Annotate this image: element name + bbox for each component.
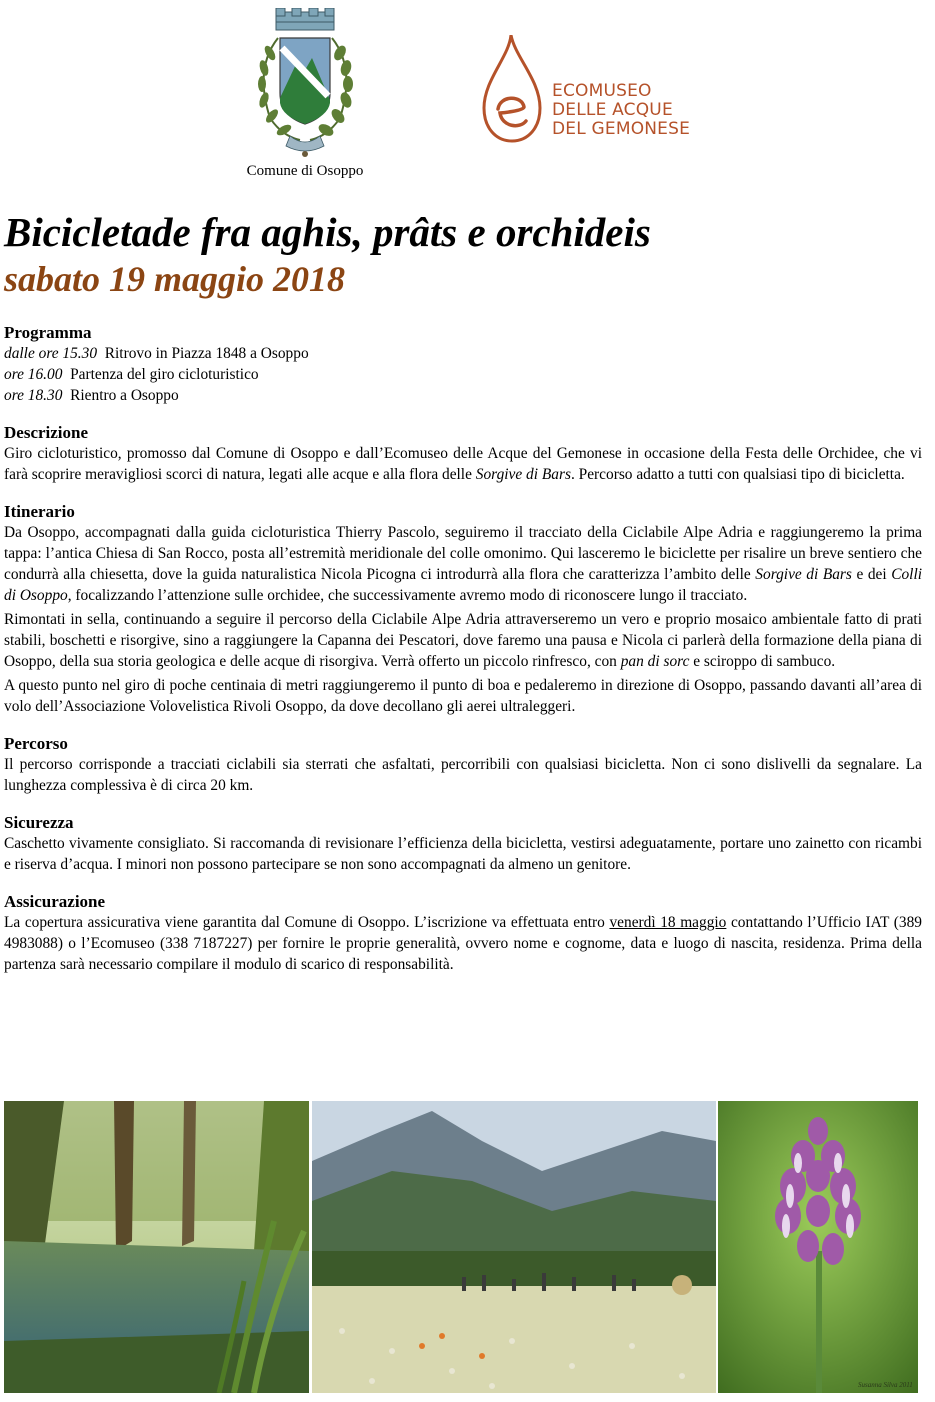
- event-title: Bicicletade fra aghis, prâts e orchideis: [4, 209, 651, 255]
- photo-strip: [4, 1101, 918, 1393]
- ecomuseo-name: [552, 82, 690, 139]
- itinerario-paragraph-3: A questo punto nel giro di poche centinaia di metri raggiungeremo il punto di boa e pedaleremo in direzione di Osoppo, passando davanti all’area di volo dell’Associazione Volovelistica Rivoli Osoppo, da dove decollano gli aerei ultraleggeri.: [4, 677, 922, 715]
- deadline-date: venerdì 18 maggio: [609, 914, 727, 931]
- programma-time: dalle ore 15.30: [4, 345, 98, 362]
- sicurezza-text: Caschetto vivamente consigliato. Si raccomanda di revisionare l’efficienza della bicicletta, vestirsi adeguatamente, portare uno zainetto con ricambi e riserva d’acqua. I minori non possono partecipare se non sono accompagnati da almeno un genitore.: [4, 835, 922, 873]
- programma-item: [4, 385, 922, 406]
- ecomuseo-line-3: DEL GEMONESE: [552, 119, 691, 139]
- header: [0, 0, 935, 190]
- descrizione-heading: Descrizione: [4, 423, 89, 442]
- itinerario-paragraph-2: Rimontati in sella, continuando a seguire il percorso della Ciclabile Alpe Adria attraverseremo un vero e proprio mosaico ambientale fatto di prati stabili, boschetti e risorgive, sino a raggiungere la Capanna dei Pescatori, dove faremo una pausa e Nicola ci parlerà della formazione della piana di Osoppo, della sua storia geologica e delle acque di risorgiva. Verrà offerto un piccolo rinfresco, con pan di sorc e sciroppo di sambuco.: [4, 611, 922, 670]
- programma-time: ore 16.00: [4, 366, 63, 383]
- comune-crest-logo: [240, 8, 370, 158]
- programma-text: Rientro a Osoppo: [70, 387, 179, 404]
- programma-item: [4, 343, 922, 364]
- ecomuseo-line-1: ECOMUSEO: [552, 81, 652, 101]
- programma-item: [4, 364, 922, 385]
- orchid-photo: [718, 1101, 918, 1393]
- programma-time: ore 18.30: [4, 387, 63, 404]
- photo-credit: Susanna Silva 2011: [858, 1381, 913, 1389]
- meadow-mountain-photo: [312, 1101, 716, 1393]
- percorso-heading: Percorso: [4, 734, 68, 753]
- sicurezza-heading: Sicurezza: [4, 813, 74, 832]
- assicurazione-text: La copertura assicurativa viene garantita dal Comune di Osoppo. L’iscrizione va effettuata entro venerdì 18 maggio contattando l’Ufficio IAT (389 4983088) o l’Ecomuseo (338 7187227) per fornire le proprie generalità, ovvero nome e cognome, data e luogo di nascita, residenza. Prima della partenza sarà necessario compilare il modulo di scarico di responsabilità.: [4, 914, 922, 973]
- itinerario-paragraph-1: Da Osoppo, accompagnati dalla guida cicloturistica Thierry Pascolo, seguiremo il tracciato della Ciclabile Alpe Adria e raggiungeremo la prima tappa: l’antica Chiesa di San Rocco, posta all’estremità meridionale del colle omonimo. Qui lasceremo le biciclette per risalire un breve sentiero che condurrà alla chiesetta, dove la guida naturalistica Nicola Picogna ci introdurrà alla flora che caratterizza l’ambito delle Sorgive di Bars e dei Colli di Osoppo, focalizzando l’attenzione sulle orchidee, che successivamente avremo modo di riconoscere lungo il tracciato.: [4, 524, 923, 604]
- ecomuseo-line-2: DELLE ACQUE: [552, 100, 673, 120]
- programma-text: Partenza del giro cicloturistico: [70, 366, 259, 383]
- percorso-text: Il percorso corrisponde a tracciati ciclabili sia sterrati che asfaltati, percorribili con qualsiasi bicicletta. Non ci sono dislivelli da segnalare. La lunghezza complessiva è di circa 20 km.: [4, 756, 922, 794]
- assicurazione-heading: Assicurazione: [4, 892, 106, 911]
- descrizione-text: Giro cicloturistico, promosso dal Comune di Osoppo e dall’Ecomuseo delle Acque del Gemonese in occasione della Festa delle Orchidee, che vi farà scoprire meravigliosi scorci di natura, legati alle acque e alla flora delle Sorgive di Bars. Percorso adatto a tutti con qualsiasi tipo di bicicletta.: [4, 445, 922, 483]
- event-content: [4, 322, 922, 975]
- event-date: sabato 19 maggio 2018: [4, 259, 346, 299]
- river-photo: [4, 1101, 309, 1393]
- comune-label: Comune di Osoppo: [246, 163, 364, 179]
- programma-text: Ritrovo in Piazza 1848 a Osoppo: [104, 345, 309, 362]
- itinerario-heading: Itinerario: [4, 502, 75, 521]
- programma-heading: Programma: [4, 323, 92, 342]
